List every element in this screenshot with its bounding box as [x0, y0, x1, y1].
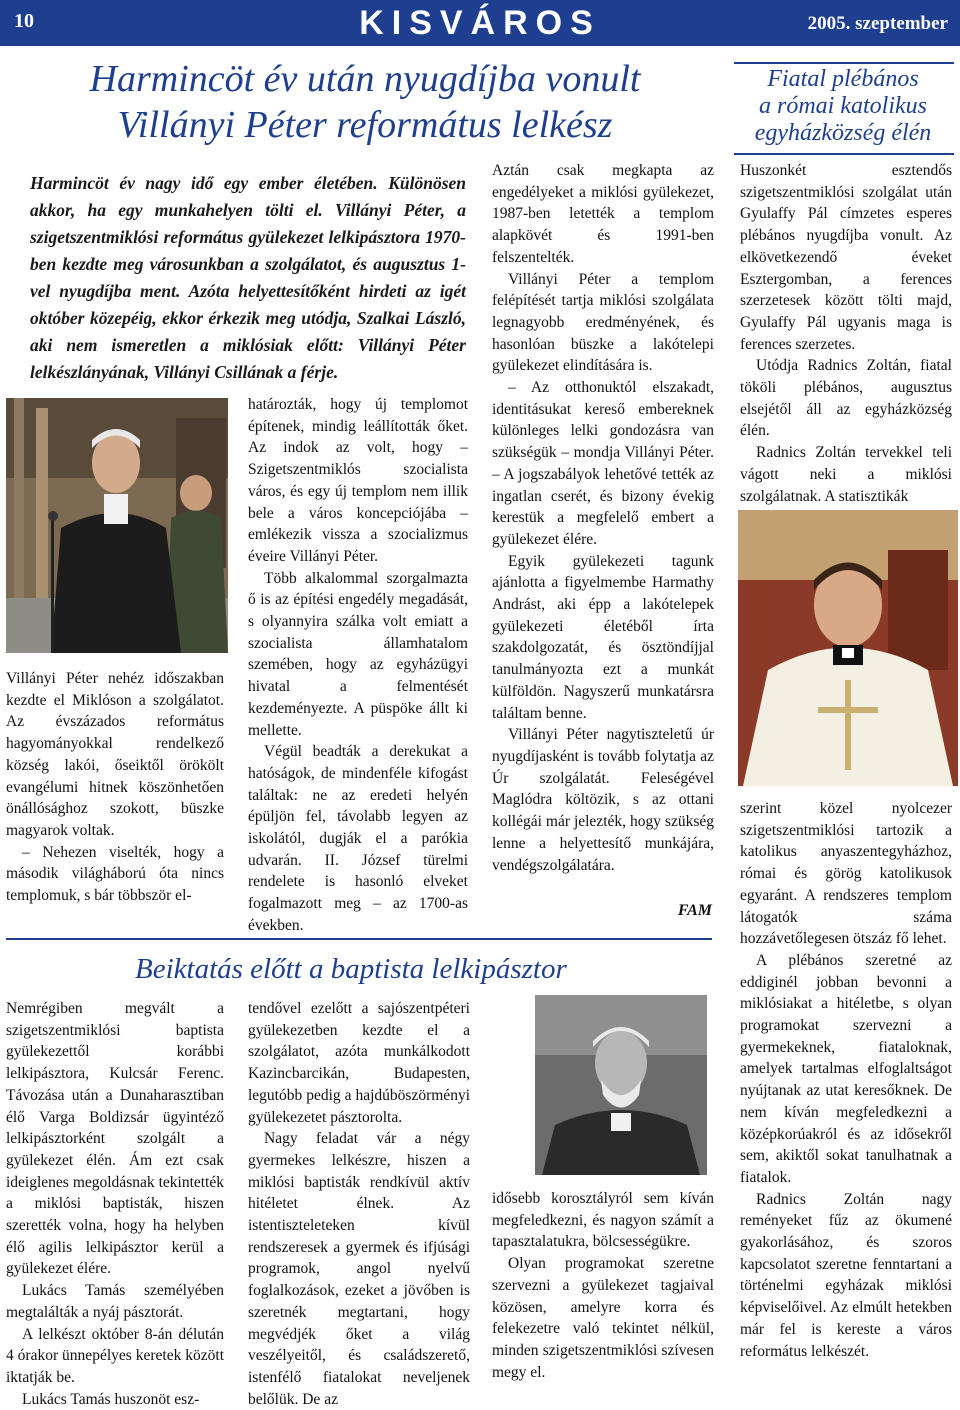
paragraph: Lukács Tamás személyében megtalálták a nyáj pásztorát.: [6, 1282, 224, 1321]
pastor-speaking-photo: [6, 398, 228, 653]
article1-column2: [248, 394, 468, 937]
article-title: [30, 56, 700, 148]
paragraph: Nagy feladat vár a négy gyermekes lelkészre, hiszen a miklósi baptisták rendkívül aktív hitéletet élnek. Az istentiszteleteken kívül rendszeresek a gyermek és ifjúsági programok, angol nyelvű foglalkozások, ezeket a jövőben is szeretnék megtartani, hogy megvédjék őket a világ veszélyeitől, és családszerető, istenfélő fiatalokat neveljenek belőlük. De az: [248, 1130, 470, 1408]
side-rule-top: [734, 62, 954, 64]
side-rule: [734, 153, 954, 155]
article3-column1: [6, 998, 224, 1410]
side-title-line3: egyházközség élén: [754, 120, 932, 146]
paragraph: Lukács Tamás huszonöt esz-: [22, 1390, 200, 1408]
issue-date: 2005. szeptember: [807, 13, 948, 34]
author-signature: FAM: [677, 902, 712, 919]
article3-column3: [492, 1188, 714, 1383]
paragraph: Utódja Radnics Zoltán, fiatal tököli plébános, augusztus elsejétől áll az egyházközség élén.: [740, 357, 952, 440]
article3-column2: [248, 998, 470, 1410]
paragraph: határozták, hogy új templomot építenek, mindig leállították őket. Az indok az volt, hogy – Szigetszentmiklós szocialista város, és egy új templom nem illik bele a város koncepciójába – emlékezik vissza a szocializmus éveire Villányi Péter.: [248, 396, 468, 565]
side-title-line2: a római katolikus: [759, 93, 927, 119]
paragraph: Nemrégiben megvált a szigetszentmiklósi baptista gyülekezettől korábbi lelkipásztora, Kulcsár Ferenc. Távozása után a Dunaharasztiban élő Varga Boldizsár ügyintéző lelkipásztorként szolgált a gyülekezet élén. Ám ezt csak ideiglenes megoldásnak tekintették a miklósi baptisták, hiszen szerették volna, hogy ha helyben élő agilis lelkipásztor kerül a gyülekezet élére.: [6, 1000, 224, 1278]
paragraph: A lelkészt október 8-án délután 4 órakor ünnepélyes keretek között iktatják be.: [6, 1325, 224, 1386]
side-article-title: [728, 66, 958, 147]
paragraph: Olyan programokat szeretne szervezni a gyülekezet tagjaival közösen, amelyre korra és felekezetre való tekintet nélkül, minden szigetszentmiklósi szívesen megy el.: [492, 1255, 714, 1381]
section-divider: [6, 938, 712, 940]
paragraph: idősebb korosztályról sem kíván megfeledkezni, és nagyon számít a tapasztalatukra, bölcsességükre.: [492, 1190, 714, 1251]
paragraph: Villányi Péter a templom felépítését tartja miklósi szolgálata legnagyobb eredményének, és hasonlóan büszke a lakótelepi gyülekezet elindítására is.: [492, 270, 714, 375]
side-title-line1: Fiatal plébános: [767, 66, 919, 92]
paragraph: Aztán csak megkapta az engedélyeket a miklósi gyülekezet, 1987-ben letették a templom alapkövét és 1991-ben felszentelték.: [492, 162, 714, 266]
paragraph: tendővel ezelőtt a sajószentpéteri gyülekezetben kezdte el a szolgálatot, azóta munkálkodott Kazincbarcikán, Budapesten, legutóbb pedig a hajdúböszörményi gyülekezetet pásztorolta.: [248, 1000, 470, 1126]
article2-column-bottom: [740, 798, 952, 1362]
article-lead: Harmincöt év nagy idő egy ember életében. Különösen akkor, ha egy munkahelyen tölti el. Villányi Péter, a szigetszentmiklósi református gyülekezet lelkipásztora 1970-ben kezdte meg városunkban a szolgálatot, és augusztus 1-vel nyugdíjba ment. Azóta helyettesítőként hirdeti az igét október közepéig, ekkor érkezik meg utódja, Szalkai László, aki nem ismeretlen a miklósiak előtt: Villányi Péter lelkészlányának, Villányi Csillának a férje.: [30, 173, 466, 382]
masthead: KISVÁROS: [359, 4, 601, 42]
article1-column1: [6, 668, 224, 907]
article-title-line1: Harmincöt év után nyugdíjba vonult: [89, 58, 641, 100]
paragraph: Egyik gyülekezeti tagunk ajánlotta a figyelmembe Harmathy Andrást, aki épp a lakótelepek gyülekezeti életéből írta szakdolgozatát, és ösztöndíjjal tanulmányozta ezt a munkát külföldön. Nagyszerű munkatársra találtam benne.: [492, 552, 714, 722]
paragraph: A plébános szeretné az eddiginél jobban bevonni a miklósiakat a hitéletbe, s olyan programokat szervezni a gyermekeknek, fiataloknak, amelyek tartalmas elfoglaltságot nyújtanak az utat keresőknek. De nem kíván megfeledkezni a középkorúakról és az idősekről sem, akiktől sokat tanulhatnak a fiatalok.: [740, 951, 952, 1186]
paragraph: Villányi Péter nagytiszteletű úr nyugdíjasként is tovább folytatja az Úr szolgálatát. Feleségével Maglódra költözik, s az ottani kollégái már jelezték, hogy szükség lenne a helyettesítő munkájára, vendégszolgálatára.: [492, 726, 714, 874]
page-number: 10: [14, 10, 34, 32]
paragraph: Villányi Péter nehéz időszakban kezdte el Miklóson a szolgálatot. Az évszázados református hagyományokkal rendelkező község lakói, őseiktől örökölt evangélumi hitnek köszönhetően önállósághoz szokott, büszke magyarok voltak.: [6, 670, 224, 839]
paragraph: Radnics Zoltán nagy reményeket fűz az ökumené gyakorlásához, és szoros kapcsolatot szeretne fenntartani a történelmi egyházak miklósi képviselőivel. Az elmúlt hetekben már fel is kereste a város református lelkészét.: [740, 1190, 952, 1360]
paragraph: Radnics Zoltán tervekkel teli vágott neki a miklósi szolgálatnak. A statisztikák: [740, 444, 952, 505]
paragraph: Huszonkét esztendős szigetszentmiklósi szolgálat után Gyulaffy Pál címzetes esperes plébános nyugdíjba vonult. Az elkövetkezendő éveket Esztergomban, a ferences szerzetesek között tölti majd, Gyulaffy Pál ugyanis maga is ferences szerzetes.: [740, 162, 952, 353]
paragraph: szerint közel nyolcezer szigetszentmiklósi tartozik a katolikus anyaszentegyházhoz, római és görög katolikusok egyaránt. A rendszeres templom látogatók száma hozzávetőlegesen ötszáz fő lehet.: [740, 800, 952, 948]
priest-portrait-photo: [738, 510, 958, 786]
paragraph: – Az otthonuktól elszakadt, identitásukat kereső embereknek különleges lelki gondozásra van szükségük – mondja Villányi Péter. – A jogszabályok lehetővé tették az ingatlan cserét, és bizony évekig kerestük a megfelelő embert a gyülekezet élére.: [492, 379, 714, 548]
paragraph: Több alkalommal szorgalmazta ő is az építési engedély megadását, s olyannyira szálka volt emiatt a szocialista államhatalom szemében, hogy az egyházügyi hivatal a felmentését kezdeményezte. A püspöke állt ki mellette.: [248, 569, 468, 739]
baptist-article-title: Beiktatás előtt a baptista lelkipásztor: [135, 953, 567, 985]
paragraph: – Nehezen viselték, hogy a második világháború óta nincs templomuk, s bár többször el-: [6, 843, 224, 905]
baptist-pastor-photo: [535, 995, 707, 1175]
paragraph: Végül beadták a derekukat a hatóságok, de mindenféle kifogást találtak: ne az eredeti helyén épüljön fel, távolabb legyen az iskolától, dugják el a parókia udvarán. II. József türelmi rendelete is hasonló elveket fogalmazott meg – az 1700-as években.: [248, 743, 468, 934]
article-title-line2: Villányi Péter református lelkész: [117, 104, 613, 146]
article2-column-top: [740, 160, 952, 507]
article1-column3: [492, 160, 714, 876]
